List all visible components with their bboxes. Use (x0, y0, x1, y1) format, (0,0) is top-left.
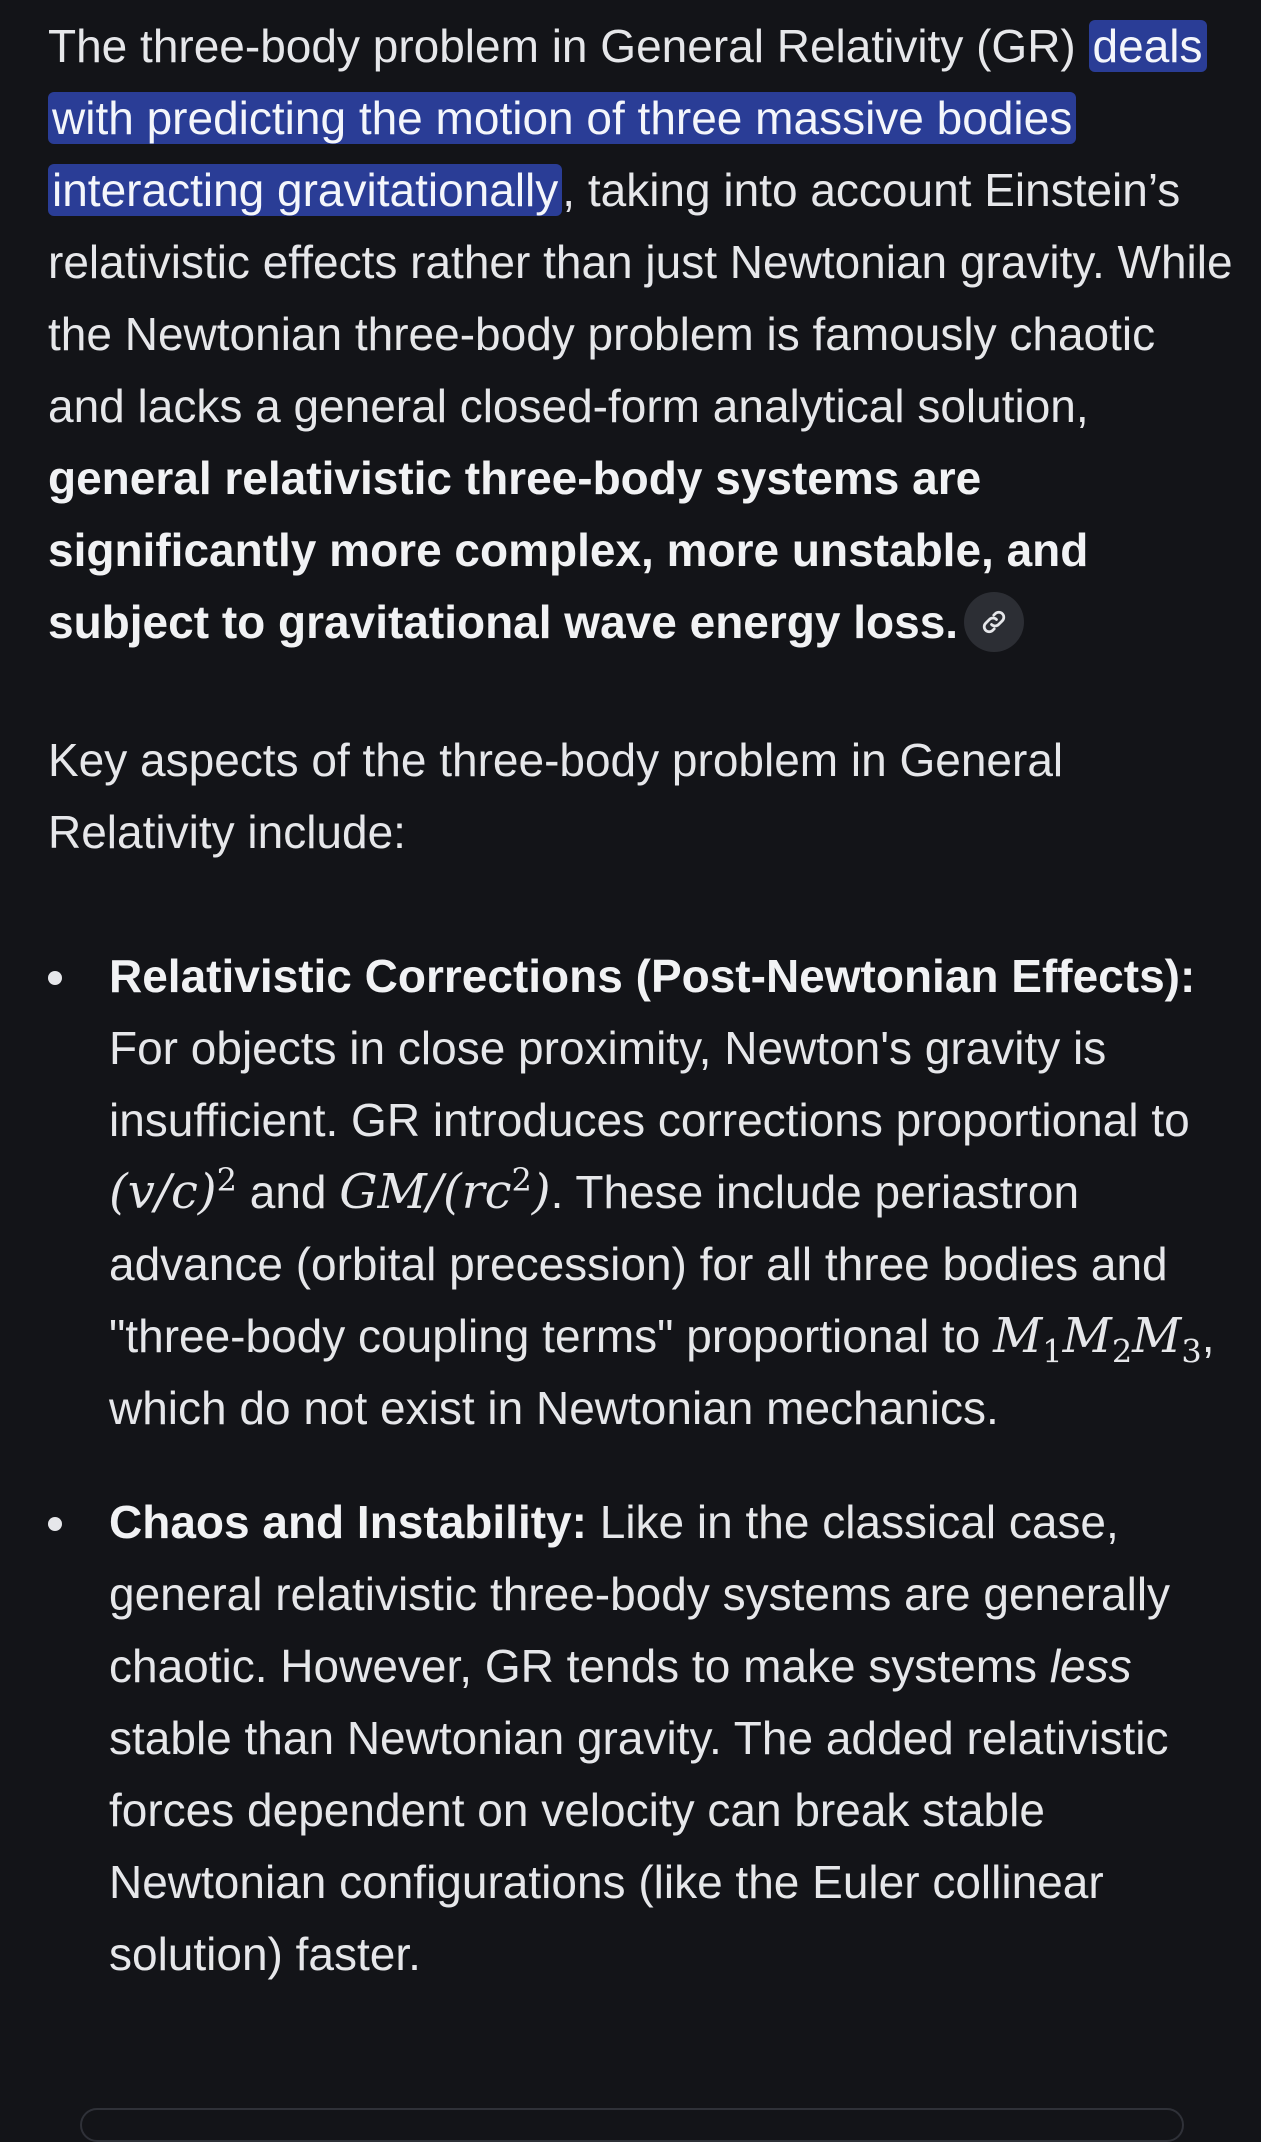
math-subscript: 1 (1042, 1332, 1063, 1371)
bullet-text: , which do not exist in Newtonian mechanics. (109, 1310, 1215, 1434)
link-icon (979, 607, 1009, 637)
math-exponent: 2 (511, 1161, 532, 1199)
bullet-dot (48, 1517, 62, 1531)
list-item (48, 940, 1238, 1444)
math-subscript: 2 (1111, 1332, 1133, 1371)
intro-text-start: The three-body problem in General Relativity (GR) (48, 20, 1089, 72)
aspects-list (48, 940, 1238, 1990)
bullet-text: stable than Newtonian gravity. The added relativistic forces dependent on velocity can break stable Newtonian configurations (like the Euler collinear solution) faster. (109, 1712, 1169, 1980)
input-box-edge (80, 2108, 1184, 2142)
bullet-text: . These include periastron advance (orbital precession) for all three bodies and "three-body coupling terms" proportional to (109, 1166, 1168, 1362)
math-symbol: M (1062, 1308, 1112, 1364)
list-item (48, 1486, 1238, 1990)
bullet-title: Chaos and Instability: (109, 1496, 587, 1548)
key-aspects-intro: Key aspects of the three-body problem in General Relativity include: (48, 734, 1064, 858)
math-velocity-ratio (109, 1161, 237, 1220)
math-exponent: 2 (216, 1161, 237, 1199)
math-symbol: M (993, 1308, 1043, 1364)
response-content (48, 10, 1238, 2032)
math-close-paren: ) (531, 1164, 551, 1220)
math-base: GM/(rc (339, 1164, 512, 1220)
math-mass-product (993, 1308, 1202, 1371)
bullet-paragraph (109, 1486, 1238, 1990)
bullet-text: Like in the classical case, general relativistic three-body systems are generally chaotic. However, GR tends to make systems (109, 1496, 1171, 1692)
intro-bold-statement: general relativistic three-body systems are significantly more complex, more unstable, and subject to gravitational wave energy loss. (48, 452, 1089, 648)
intro-text-middle: , taking into account Einstein’s relativistic effects rather than just Newtonian gravity. While the Newtonian three-body problem is famously chaotic and lacks a general closed-form analytical solution, (48, 164, 1233, 432)
bullet-text: and (236, 1166, 340, 1218)
math-base: (v/c) (109, 1164, 217, 1220)
math-symbol: M (1132, 1308, 1182, 1364)
bullet-dot (48, 971, 62, 985)
math-subscript: 3 (1181, 1332, 1202, 1371)
bullet-paragraph (109, 940, 1238, 1444)
selected-text-highlight[interactable]: deals with predicting the motion of three massive bodies interacting gravitationally (48, 20, 1207, 216)
math-potential-ratio (339, 1161, 551, 1220)
bullet-text: For objects in close proximity, Newton's gravity is insufficient. GR introduces corrections proportional to (109, 1022, 1190, 1146)
intro-paragraph (48, 10, 1238, 658)
bullet-title: Relativistic Corrections (Post-Newtonian Effects): (109, 950, 1196, 1002)
source-link-button[interactable] (964, 592, 1024, 652)
emphasis-text: less (1049, 1640, 1132, 1692)
